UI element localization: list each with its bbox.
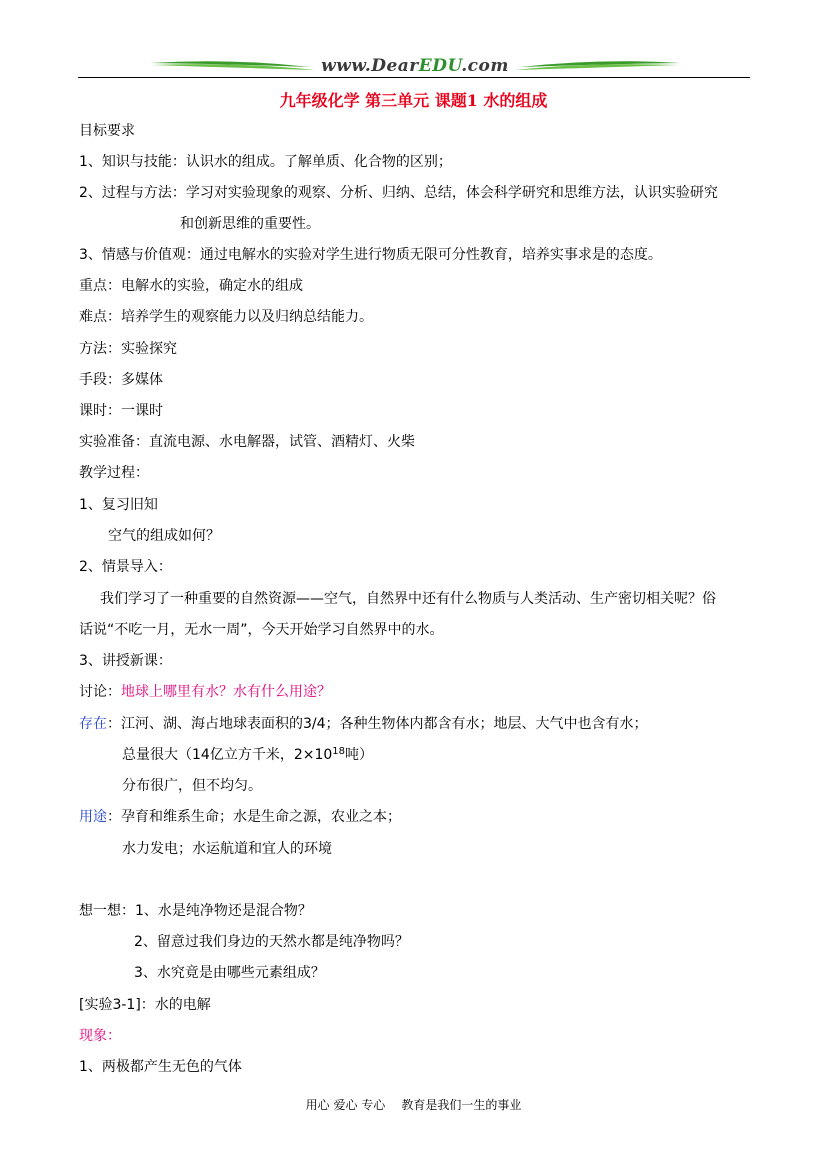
think-question-3: 3、水究竟是由哪些元素组成？	[134, 965, 325, 981]
logo-text: www.DearEDU.com	[321, 56, 509, 76]
uses-text: ：孕育和维系生命；水是生命之源，农业之本；	[107, 809, 401, 825]
intro-paragraph-1: 我们学习了一种重要的自然资源——空气，自然界中还有什么物质与人类活动、生产密切相关呢？俗	[100, 591, 716, 607]
exponent: 18	[332, 746, 346, 757]
existence-line	[79, 715, 648, 733]
experiment-title: [实验3-1]：水的电解	[79, 997, 211, 1013]
objective-2: 2、过程与方法：学习对实验现象的观察、分析、归纳、总结，体会科学研究和思维方法，认识实验研究	[79, 185, 718, 201]
difficulty: 难点：培养学生的观察能力以及归纳总结能力。	[79, 309, 373, 325]
header-divider	[78, 77, 750, 78]
new-lesson-heading: 3、讲授新课：	[79, 653, 172, 669]
discussion-label: 讨论：	[79, 684, 121, 700]
total-amount: 总量很大（14亿立方千米，$2\times 10^{18}$吨）	[122, 746, 374, 763]
uses-label: 用途	[79, 809, 107, 825]
discussion-line	[79, 683, 331, 701]
means: 手段：多媒体	[79, 372, 163, 388]
phenomenon-heading: 现象：	[79, 1028, 121, 1044]
uses-line	[79, 808, 401, 826]
intro-heading: 2、情景导入：	[79, 559, 172, 575]
method: 方法：实验探究	[79, 341, 177, 357]
class-hours: 课时：一课时	[79, 403, 163, 419]
phenomenon-1: 1、两极都产生无色的气体	[79, 1059, 242, 1075]
key-point: 重点：电解水的实验，确定水的组成	[79, 278, 303, 294]
teaching-process: 教学过程：	[79, 465, 149, 481]
page-title: 九年级化学 第三单元 课题1 水的组成	[279, 91, 548, 110]
objective-2-continued: 和创新思维的重要性。	[180, 216, 320, 232]
experiment-prep: 实验准备：直流电源、水电解器，试管、酒精灯、火柴	[79, 434, 415, 450]
distribution: 分布很广，但不均匀。	[122, 778, 262, 794]
intro-paragraph-2: 话说“不吃一月，无水一周”，今天开始学习自然界中的水。	[79, 622, 444, 638]
objective-1: 1、知识与技能：认识水的组成。了解单质、化合物的区别；	[79, 154, 452, 170]
existence-text: ：江河、湖、海占地球表面积的3/4；各种生物体内都含有水；地层、大气中也含有水；	[107, 716, 648, 732]
think-question-2: 2、留意过我们身边的天然水都是纯净物吗？	[134, 934, 409, 950]
review-heading: 1、复习旧知	[79, 497, 158, 513]
review-question: 空气的组成如何？	[108, 528, 220, 544]
discussion-question: 地球上哪里有水？水有什么用途？	[121, 684, 331, 700]
objective-3: 3、情感与价值观：通过电解水的实验对学生进行物质无限可分性教育，培养实事求是的态度。	[79, 247, 662, 263]
uses-text-2: 水力发电；水运航道和宜人的环境	[122, 841, 332, 857]
site-logo	[150, 54, 680, 78]
think-question-1: 想一想：1、水是纯净物还是混合物？	[79, 903, 312, 919]
existence-label: 存在	[79, 716, 107, 732]
objectives-heading: 目标要求	[79, 123, 135, 139]
footer-slogan: 用心 爱心 专心 教育是我们一生的事业	[305, 1098, 522, 1112]
